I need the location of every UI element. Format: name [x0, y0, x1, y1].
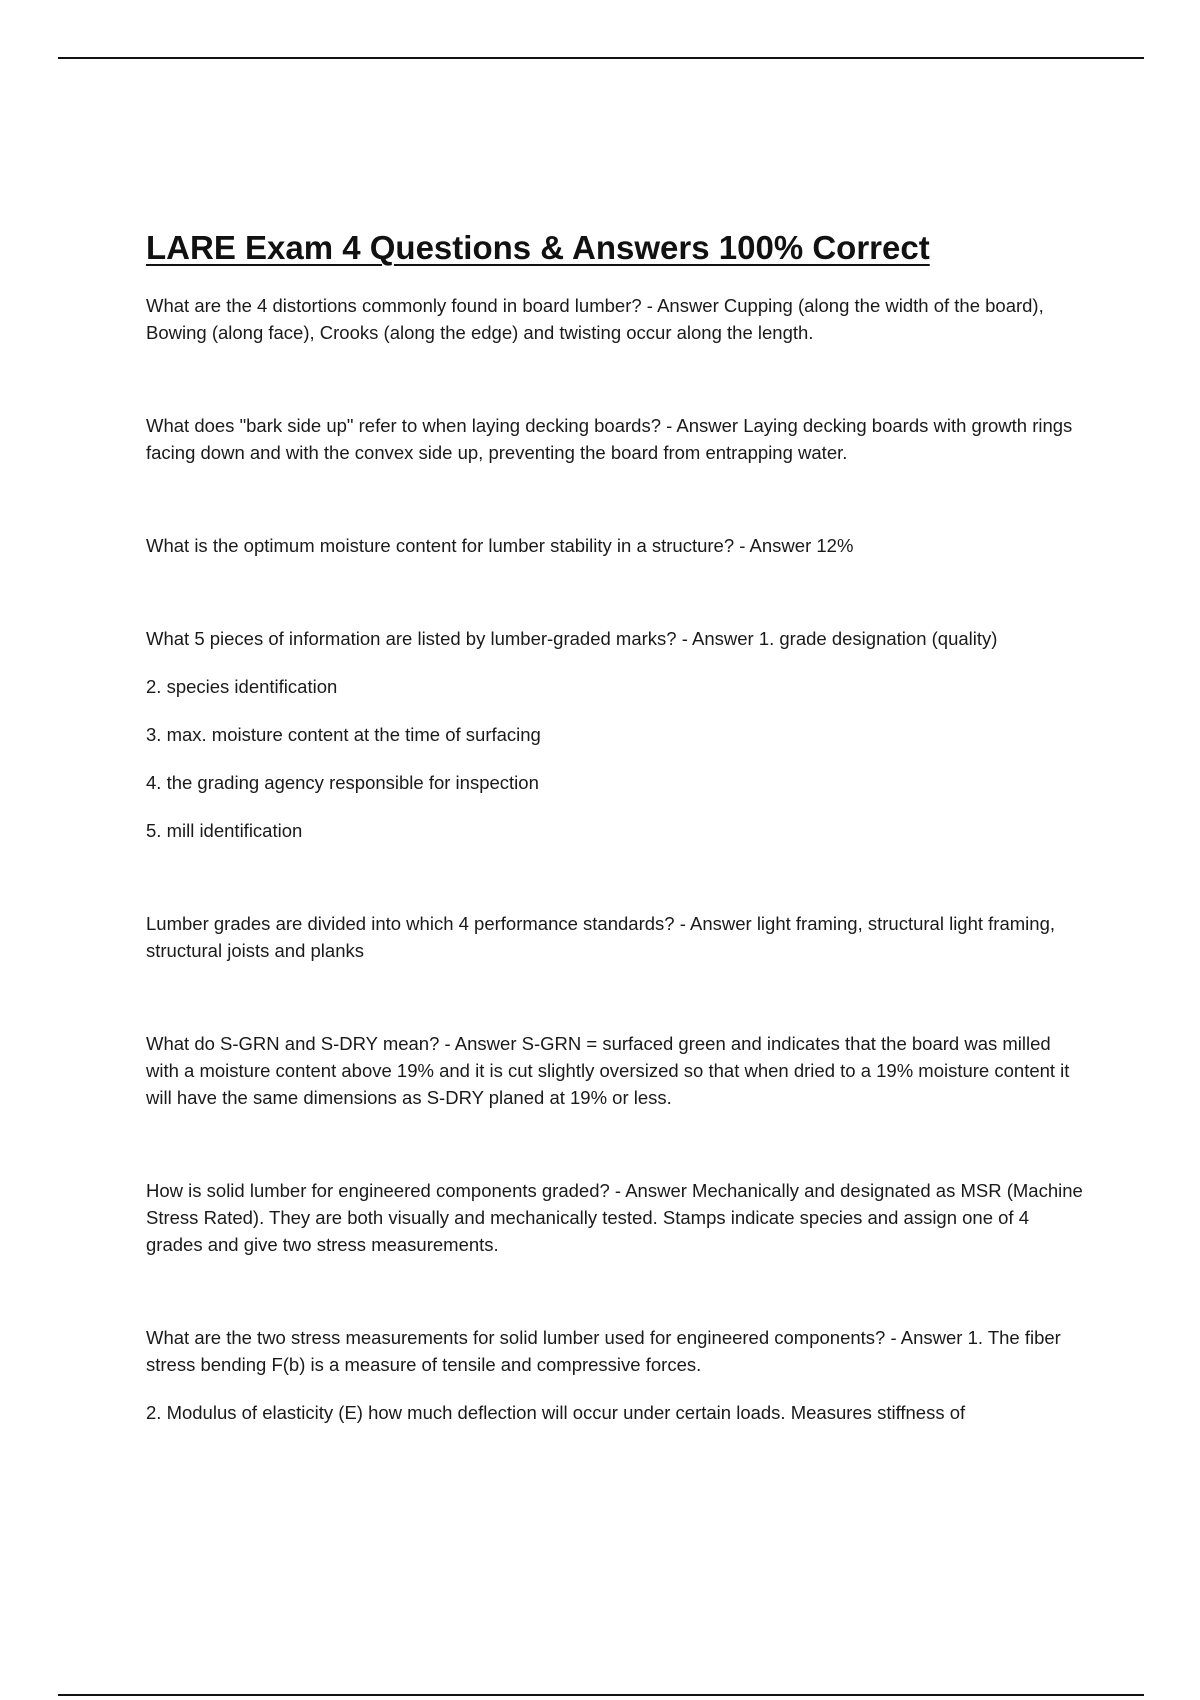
qa-sgrn-sdry: What do S-GRN and S-DRY mean? - Answer S-GRN = surfaced green and indicates that the board was milled with a moisture content above 19% and it is cut slightly oversized so that when dried to a 19% moisture content it will have the same dimensions as S-DRY planed at 19% or less. — [146, 1033, 1070, 1108]
grade-mark-item: 5. mill identification — [146, 820, 303, 841]
qa-bark-side-up: What does "bark side up" refer to when laying decking boards? - Answer Laying decking boards with growth rings facing down and with the convex side up, preventing the board from entrapping water. — [146, 415, 1073, 463]
grade-mark-item: 2. species identification — [146, 676, 338, 697]
qa-distortions: What are the 4 distortions commonly found in board lumber? - Answer Cupping (along the width of the board), Bowing (along face), Crooks (along the edge) and twisting occur along the length. — [146, 295, 1044, 343]
qa-moisture-content: What is the optimum moisture content for lumber stability in a structure? - Answer 12% — [146, 535, 854, 556]
grade-mark-item: 4. the grading agency responsible for inspection — [146, 772, 539, 793]
qa-grade-marks: What 5 pieces of information are listed by lumber-graded marks? - Answer 1. grade designation (quality) — [146, 628, 998, 649]
header-rule — [58, 57, 1144, 59]
qa-engineered-grading: How is solid lumber for engineered components graded? - Answer Mechanically and designated as MSR (Machine Stress Rated). They are both visually and mechanically tested. Stamps indicate species and assign one of 4 grades and give two stress measurements. — [146, 1180, 1083, 1255]
grade-mark-item: 3. max. moisture content at the time of surfacing — [146, 724, 541, 745]
document-body — [146, 226, 1086, 1426]
footer-rule — [58, 1694, 1144, 1696]
qa-stress-measurements: What are the two stress measurements for solid lumber used for engineered components? - Answer 1. The fiber stress bending F(b) is a measure of tensile and compressive forces. — [146, 1327, 1061, 1375]
stress-measurement-item: 2. Modulus of elasticity (E) how much deflection will occur under certain loads. Measures stiffness of — [146, 1402, 966, 1423]
qa-performance-standards: Lumber grades are divided into which 4 performance standards? - Answer light framing, structural light framing, structural joists and planks — [146, 913, 1055, 961]
document-title: LARE Exam 4 Questions & Answers 100% Correct — [146, 229, 930, 266]
